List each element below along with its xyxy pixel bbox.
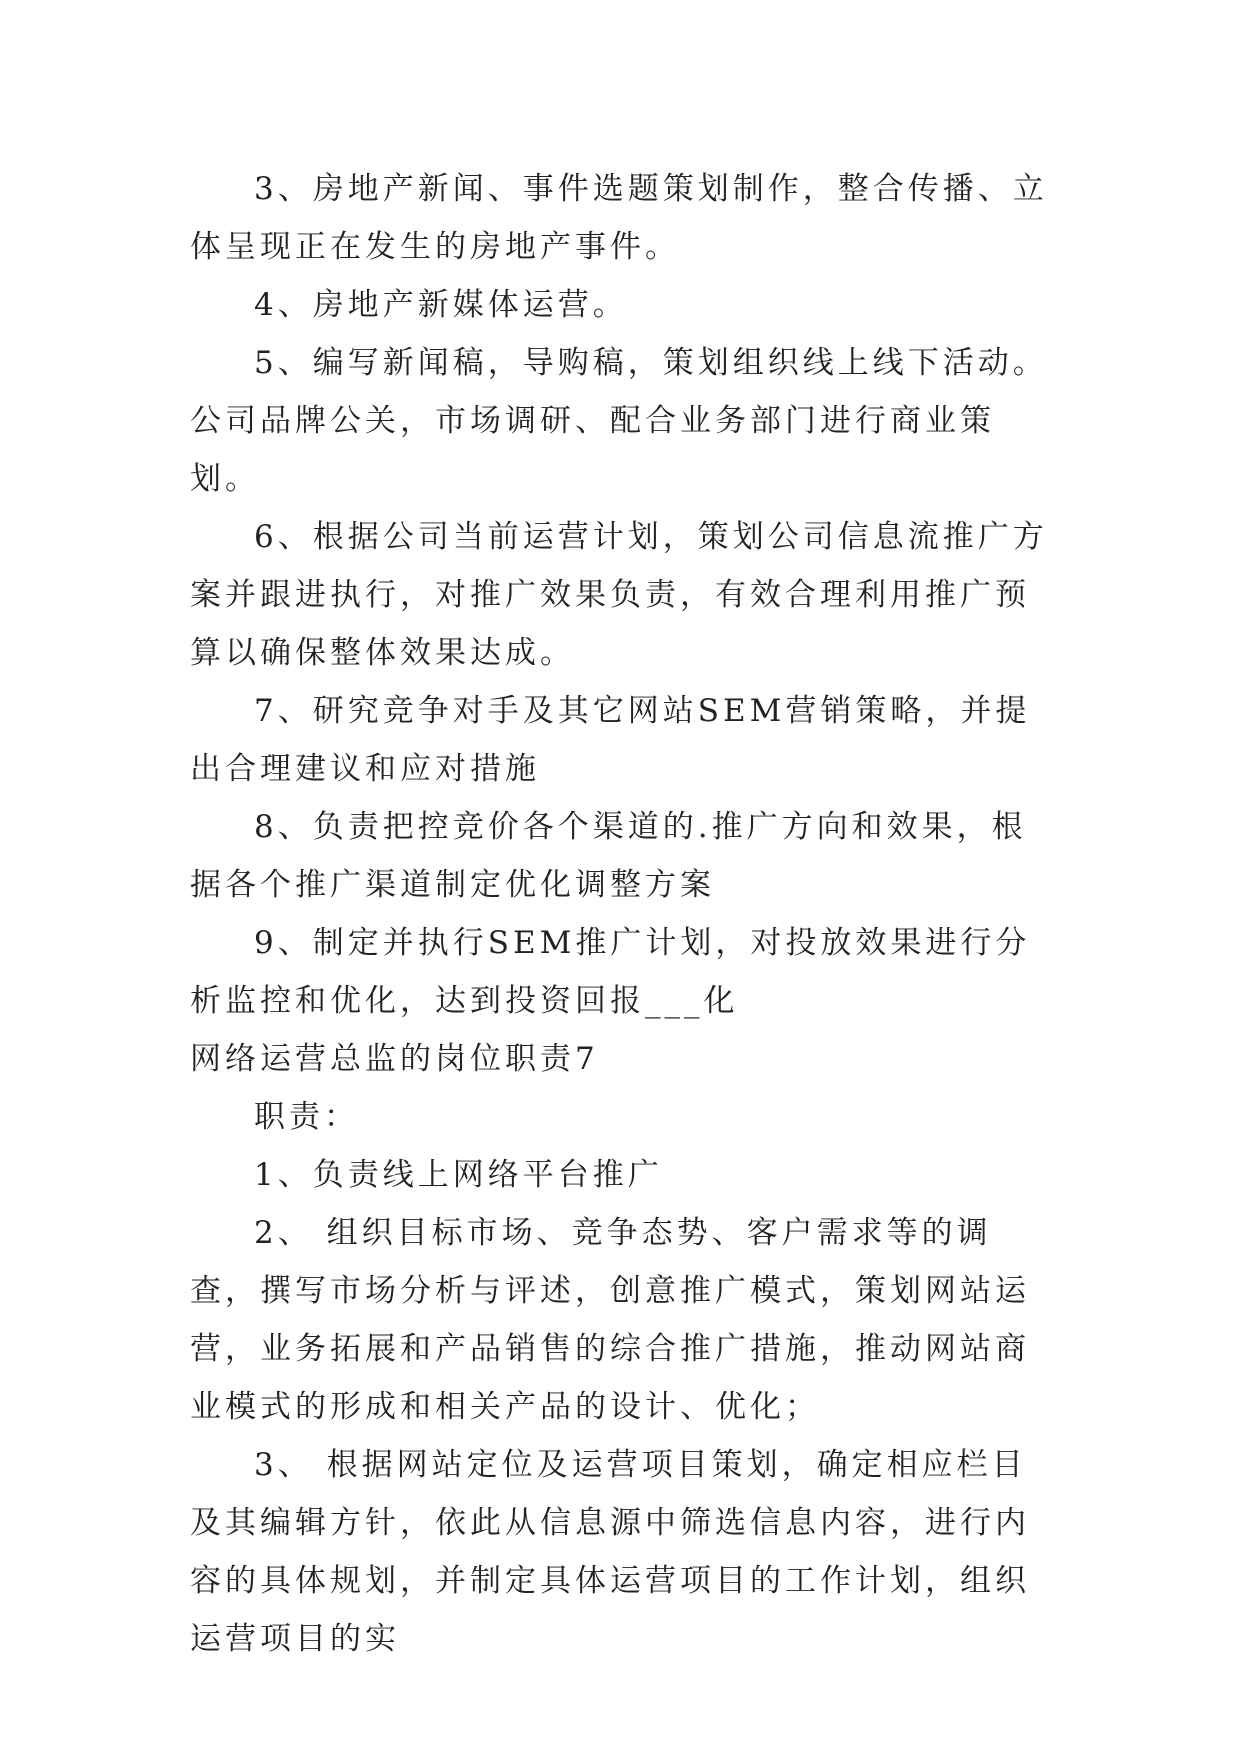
- paragraph-item-9: 9、制定并执行SEM推广计划，对投放效果进行分析监控和优化，达到投资回报___化: [190, 925, 1031, 1019]
- paragraph-item-3: 3、房地产新闻、事件选题策划制作，整合传播、立体呈现正在发生的房地产事件。: [190, 171, 1048, 265]
- paragraph-item-6: 6、根据公司当前运营计划，策划公司信息流推广方案并跟进执行，对推广效果负责，有效合理利用推广预算以确保整体效果达成。: [190, 519, 1048, 671]
- paragraph-item-8: 8、负责把控竞价各个渠道的.推广方向和效果，根据各个推广渠道制定优化调整方案: [190, 809, 1027, 903]
- section-heading: 网络运营总监的岗位职责7: [190, 1041, 599, 1077]
- paragraph-item-4: 4、房地产新媒体运营。: [254, 287, 628, 323]
- duty-item-2: 2、 组织目标市场、竞争态势、客户需求等的调查，撰写市场分析与评述，创意推广模式，策划网站运营，业务拓展和产品销售的综合推广措施，推动网站商业模式的形成和相关产品的设计、优化；: [190, 1215, 1030, 1425]
- duty-item-3: 3、 根据网站定位及运营项目策划，确定相应栏目及其编辑方针，依此从信息源中筛选信息内容，进行内容的具体规划，并制定具体运营项目的工作计划，组织运营项目的实: [190, 1447, 1030, 1657]
- paragraph-item-5: 5、编写新闻稿，导购稿，策划组织线上线下活动。公司品牌公关，市场调研、配合业务部门进行商业策划。: [190, 345, 1048, 497]
- duties-label: 职责：: [254, 1099, 359, 1135]
- duty-item-1: 1、负责线上网络平台推广: [254, 1157, 663, 1193]
- document-body: [190, 160, 1050, 1668]
- paragraph-item-7: 7、研究竞争对手及其它网站SEM营销策略，并提出合理建议和应对措施: [190, 693, 1031, 787]
